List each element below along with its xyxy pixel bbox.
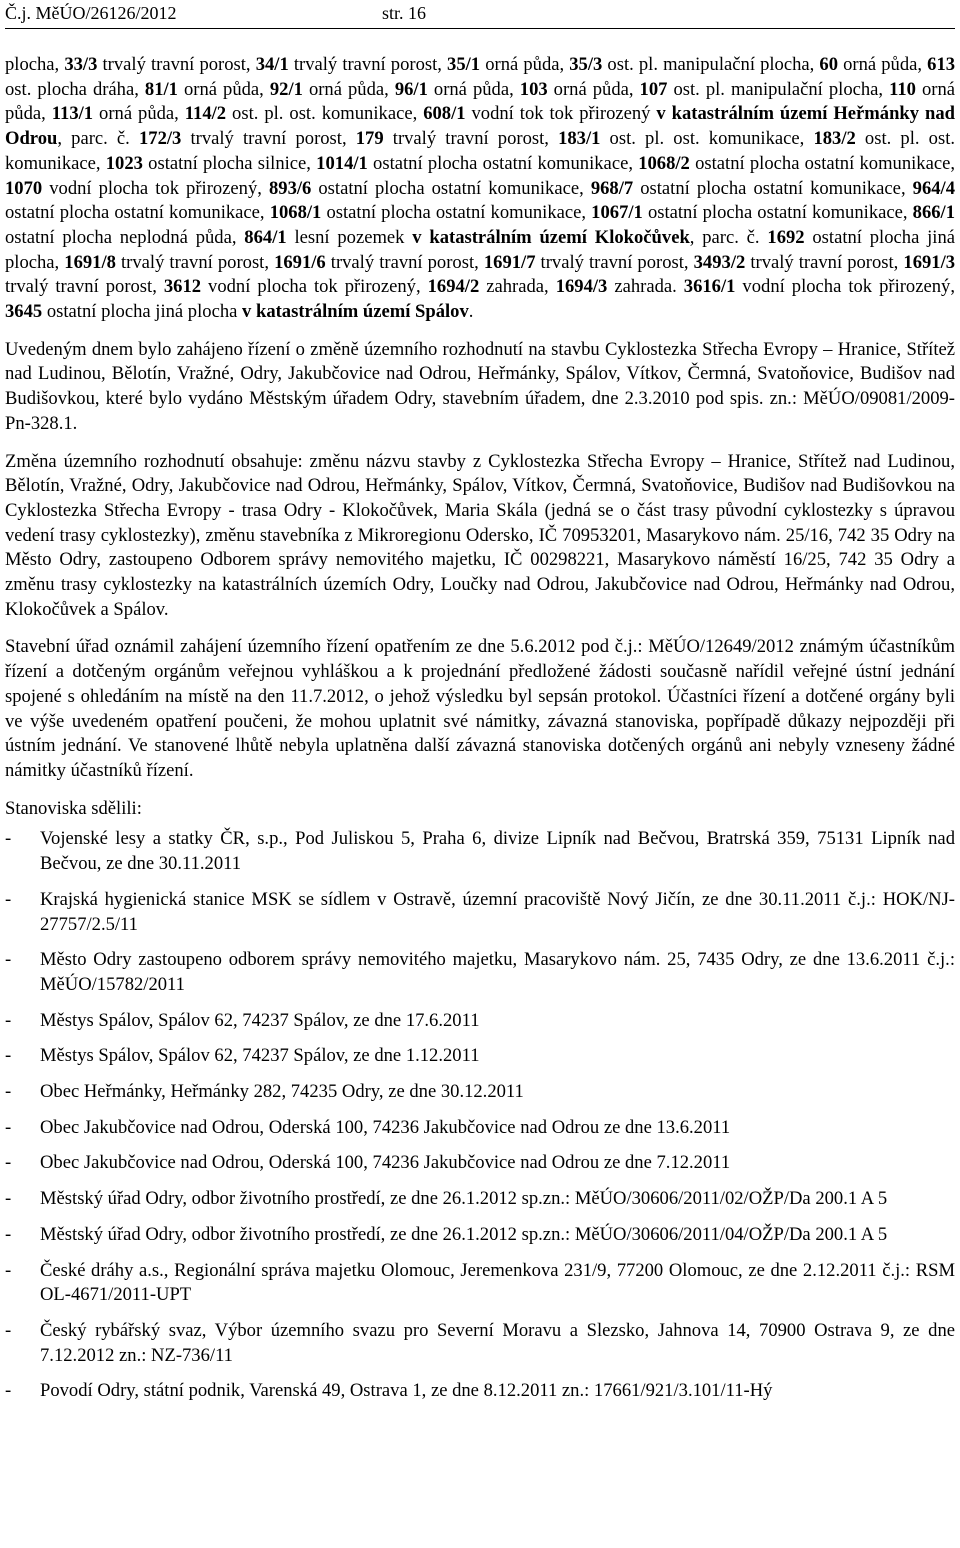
parcel-text: vodní plocha tok přirozený, bbox=[201, 276, 428, 298]
parcel-text: ost. plocha dráha, bbox=[5, 78, 145, 100]
parcel-text: ost. pl. manipulační plocha, bbox=[602, 54, 820, 75]
parcel-text: orná půda, bbox=[427, 78, 520, 100]
parcel-number: 1691/8 bbox=[64, 251, 116, 273]
parcel-text: trvalý travní porost, bbox=[745, 251, 904, 273]
parcel-number: 92/1 bbox=[269, 78, 303, 100]
parcel-number: 3612 bbox=[163, 276, 202, 298]
list-item bbox=[5, 1259, 955, 1308]
parcel-number: 1070 bbox=[5, 177, 43, 199]
parcel-number: 183/2 bbox=[813, 128, 856, 150]
parcel-number: 1014/1 bbox=[316, 152, 368, 174]
parcel-text: ostatní plocha ostatní komunikace, bbox=[367, 152, 639, 174]
list-item-text: Obec Heřmánky, Heřmánky 282, 74235 Odry, ze dne 30.12.2011 bbox=[40, 1081, 524, 1103]
parcel-text: orná půda, bbox=[5, 78, 956, 125]
parcel-text: orná půda, bbox=[177, 78, 270, 100]
list-item bbox=[5, 1116, 955, 1141]
parcel-number: 114/2 bbox=[184, 103, 227, 125]
parcel-number: 893/6 bbox=[268, 177, 312, 199]
parcel-number: 110 bbox=[889, 78, 916, 100]
parcel-list-paragraph bbox=[5, 53, 955, 325]
parcel-text: trvalý travní porost, bbox=[97, 54, 256, 75]
list-bullet: - bbox=[5, 1259, 12, 1281]
parcel-text: orná půda, bbox=[838, 54, 928, 75]
list-item-text: Vojenské lesy a statky ČR, s.p., Pod Juliskou 5, Praha 6, divize Lipník nad Bečvou, Bratrská 359, 75131 Lipník nad Bečvou, ze dne 30.11.2011 bbox=[40, 828, 955, 875]
parcel-text: trvalý travní porost, bbox=[115, 251, 275, 273]
parcel-number: 866/1 bbox=[912, 202, 955, 224]
list-bullet: - bbox=[5, 1009, 12, 1031]
parcel-number: v katastrálním území Heřmánky nad Odrou bbox=[5, 103, 955, 150]
parcel-text: vodní plocha tok přirozený, bbox=[735, 276, 955, 298]
list-item bbox=[5, 1080, 955, 1105]
parcel-text: trvalý travní porost, bbox=[383, 128, 559, 150]
list-item bbox=[5, 827, 955, 876]
list-item bbox=[5, 1379, 955, 1404]
list-item-text: České dráhy a.s., Regionální správa majetku Olomouc, Jeremenkova 231/9, 77200 Olomouc, ze dne 2.12.2011 č.j.: RSM OL-4671/2011-UPT bbox=[40, 1259, 955, 1306]
list-item bbox=[5, 948, 955, 997]
parcel-number: 1692 bbox=[767, 226, 805, 248]
parcel-number: 103 bbox=[519, 78, 548, 100]
list-item bbox=[5, 1044, 955, 1069]
paragraph-notification: Stavební úřad oznámil zahájení územního řízení opatřením ze dne 5.6.2012 pod č.j.: MěÚO/12649/2012 známým účastníkům řízení a dotčeným orgánům veřejnou vyhláškou a k projednání předložené žádosti současně nařídil veřejné ústní jednání spojené s ohledáním na místě na den 11.7.2012, o jehož výsledku byl sepsán protokol. Účastníci řízení a dotčené orgány byli ve výše uvedeném opatření poučeni, že mohou uplatnit své námitky, závazná stanoviska, popřípadě důkazy nejpozději při ústním jednání. Ve stanovené lhůtě nebyla uplatněna další závazná stanoviska dotčených orgánů ani nebyly vzneseny žádné námitky účastníků řízení. bbox=[5, 636, 955, 781]
list-item bbox=[5, 1187, 955, 1212]
parcel-text: ostatní plocha ostatní komunikace, bbox=[321, 202, 592, 224]
parcel-text: ostatní plocha ostatní komunikace, bbox=[311, 177, 591, 199]
parcel-text: , parc. č. bbox=[57, 128, 139, 150]
list-bullet: - bbox=[5, 1188, 12, 1210]
parcel-text: ostatní plocha jiná plocha bbox=[42, 301, 243, 323]
parcel-text: ost. pl. ost. komunikace, bbox=[5, 128, 956, 174]
parcel-number: 1068/2 bbox=[638, 152, 690, 174]
parcel-number: 608/1 bbox=[423, 103, 466, 125]
parcel-text: ostatní plocha jiná plocha, bbox=[5, 226, 955, 273]
parcel-text: ostatní plocha ostatní komunikace, bbox=[5, 202, 270, 224]
list-item-text: Povodí Odry, státní podnik, Varenská 49, Ostrava 1, ze dne 8.12.2011 zn.: 17661/921/3.101/11-Hý bbox=[40, 1380, 773, 1402]
list-item-text: Obec Jakubčovice nad Odrou, Oderská 100, 74236 Jakubčovice nad Odrou ze dne 13.6.2011 bbox=[40, 1116, 731, 1138]
parcel-number: 81/1 bbox=[144, 78, 178, 100]
parcel-number: 34/1 bbox=[255, 54, 289, 75]
parcel-text: orná půda, bbox=[93, 103, 185, 125]
parcel-text: ostatní plocha ostatní komunikace, bbox=[642, 202, 913, 224]
parcel-number: 1691/7 bbox=[483, 251, 536, 273]
list-bullet: - bbox=[5, 888, 12, 910]
list-item bbox=[5, 1009, 955, 1034]
parcel-number: 33/3 bbox=[64, 54, 98, 75]
parcel-number: 864/1 bbox=[244, 226, 287, 248]
parcel-number: 107 bbox=[639, 78, 668, 100]
parcel-text: orná půda, bbox=[302, 78, 395, 100]
list-item-text: Obec Jakubčovice nad Odrou, Oderská 100, 74236 Jakubčovice nad Odrou ze dne 7.12.2011 bbox=[40, 1152, 731, 1174]
list-bullet: - bbox=[5, 1081, 12, 1103]
list-item-text: Městský úřad Odry, odbor životního prostředí, ze dne 26.1.2012 sp.zn.: MěÚO/30606/2011/02/OŽP/Da 200.1 A 5 bbox=[40, 1188, 888, 1210]
parcel-number: 613 bbox=[927, 54, 956, 75]
list-bullet: - bbox=[5, 828, 12, 850]
parcel-number: 35/1 bbox=[447, 54, 481, 75]
parcel-text: trvalý travní porost, bbox=[5, 276, 164, 298]
parcel-text: trvalý travní porost, bbox=[325, 251, 484, 273]
page-header bbox=[5, 2, 955, 26]
parcel-number: 1694/2 bbox=[427, 276, 480, 298]
list-bullet: - bbox=[5, 1319, 12, 1341]
list-item bbox=[5, 1151, 955, 1176]
paragraph-change-description: Změna územního rozhodnutí obsahuje: změnu názvu stavby z Cyklostezka Střecha Evropy – Hranice, Střítež nad Ludinou, Bělotín, Vražné, Odry, Jakubčovice nad Odrou, Heřmánky, Spálov, Vítkov, Čermná, Svatoňovice, Budišov nad Budišovkou na Cyklostezka Střecha Evropy - trasa Odry - Klokočůvek, Maria Skála (jedná se o část trasy původní cyklostezky s úpravou vedení trasy cyklostezky), změnu stavebníka z Mikroregionu Odersko, IČ 70953201, Masarykovo nám. 25/16, 742 35 Odry na Město Odry, zastoupeno Odborem správy nemovitého majetku, IČ 00298221, Masarykovo náměstí 16/25, 742 35 Odry a změnu trasy cyklostezky na katastrálních územích Odry, Loučky nad Odrou, Jakubčovice nad Odrou, Heřmánky nad Odrou, Klokočůvek a Spálov. bbox=[5, 450, 955, 620]
list-item bbox=[5, 1319, 955, 1368]
parcel-text: vodní tok tok přirozený bbox=[465, 103, 657, 125]
parcel-number: v katastrálním území Klokočůvek bbox=[412, 226, 690, 248]
list-bullet: - bbox=[5, 949, 12, 971]
parcel-intro: plocha, bbox=[5, 54, 65, 75]
list-bullet: - bbox=[5, 1045, 12, 1067]
page-number: str. 16 bbox=[382, 3, 427, 23]
parcel-text: ost. pl. ost. komunikace, bbox=[600, 128, 814, 150]
parcel-text: ostatní plocha neplodná půda, bbox=[5, 226, 245, 248]
reference-number: Č.j. MěÚO/26126/2012 bbox=[5, 3, 177, 23]
parcel-number: 179 bbox=[355, 128, 384, 150]
list-bullet: - bbox=[5, 1116, 12, 1138]
parcel-number: 1023 bbox=[105, 152, 143, 174]
paragraph-proceedings-start: Uvedeným dnem bylo zahájeno řízení o změně územního rozhodnutí na stavbu Cyklostezka Střecha Evropy – Hranice, Střítež nad Ludinou, Bělotín, Vražné, Odry, Jakubčovice nad Odrou, Heřmánky, Spálov, Vítkov, Čermná, Svatoňovice, Budišov nad Budišovkou, které bylo vydáno Městským úřadem Odry, stavebním úřadem, dne 2.3.2010 pod spis. zn.: MěÚO/09081/2009-Pn-328.1. bbox=[5, 338, 955, 434]
parcel-text: ost. pl. manipulační plocha, bbox=[667, 78, 890, 100]
parcel-number: 96/1 bbox=[394, 78, 428, 100]
header-divider bbox=[5, 28, 955, 29]
parcel-text: zahrada, bbox=[479, 276, 556, 298]
parcel-number: v katastrálním území Spálov bbox=[242, 301, 469, 323]
parcel-text: orná půda, bbox=[480, 54, 570, 75]
list-item bbox=[5, 888, 955, 937]
parcel-text: trvalý travní porost, bbox=[535, 251, 694, 273]
list-bullet: - bbox=[5, 1152, 12, 1174]
stanoviska-heading: Stanoviska sdělili: bbox=[5, 797, 142, 819]
parcel-number: 964/4 bbox=[912, 177, 955, 199]
parcel-text: . bbox=[468, 301, 474, 323]
list-item-text: Městys Spálov, Spálov 62, 74237 Spálov, ze dne 1.12.2011 bbox=[40, 1045, 480, 1067]
parcel-number: 968/7 bbox=[590, 177, 634, 199]
parcel-text: ostatní plocha ostatní komunikace, bbox=[633, 177, 913, 199]
parcel-text: ostatní plocha silnice, bbox=[142, 152, 317, 174]
list-item-text: Český rybářský svaz, Výbor územního svazu pro Severní Moravu a Slezsko, Jahnova 14, 70900 Ostrava 9, ze dne 7.12.2012 zn.: NZ-736/11 bbox=[40, 1319, 955, 1366]
parcel-number: 1691/6 bbox=[274, 251, 326, 273]
list-item bbox=[5, 1223, 955, 1248]
list-item-text: Městys Spálov, Spálov 62, 74237 Spálov, ze dne 17.6.2011 bbox=[40, 1009, 480, 1031]
parcel-text: , parc. č. bbox=[689, 226, 768, 248]
parcel-number: 1694/3 bbox=[555, 276, 608, 298]
parcel-number: 35/3 bbox=[569, 54, 603, 75]
parcel-number: 172/3 bbox=[138, 128, 182, 150]
parcel-number: 3493/2 bbox=[693, 251, 746, 273]
parcel-text: trvalý travní porost, bbox=[288, 54, 448, 75]
list-bullet: - bbox=[5, 1380, 12, 1402]
parcel-number: 60 bbox=[819, 54, 838, 75]
parcel-text: zahrada. bbox=[607, 276, 684, 298]
list-bullet: - bbox=[5, 1223, 12, 1245]
parcel-text: ostatní plocha ostatní komunikace, bbox=[689, 152, 955, 174]
parcel-text: orná půda, bbox=[547, 78, 640, 100]
stanoviska-list bbox=[5, 827, 955, 1404]
parcel-number: 1068/1 bbox=[269, 202, 322, 224]
parcel-number: 3616/1 bbox=[683, 276, 736, 298]
list-item-text: Krajská hygienická stanice MSK se sídlem v Ostravě, územní pracoviště Nový Jičín, ze dne 30.11.2011 č.j.: HOK/NJ-27757/2.5/11 bbox=[40, 888, 955, 935]
document-body bbox=[5, 53, 955, 1415]
parcel-number: 1067/1 bbox=[591, 202, 643, 224]
parcel-text: vodní plocha tok přirozený, bbox=[42, 177, 269, 199]
parcel-number: 1691/3 bbox=[903, 251, 956, 273]
parcel-number: 183/1 bbox=[558, 128, 601, 150]
parcel-text: lesní pozemek bbox=[286, 226, 413, 248]
parcel-text: trvalý travní porost, bbox=[181, 128, 356, 150]
parcel-text: ost. pl. ost. komunikace, bbox=[226, 103, 424, 125]
list-item-text: Městský úřad Odry, odbor životního prostředí, ze dne 26.1.2012 sp.zn.: MěÚO/30606/2011/04/OŽP/Da 200.1 A 5 bbox=[40, 1223, 888, 1245]
list-item-text: Město Odry zastoupeno odborem správy nemovitého majetku, Masarykovo nám. 25, 7435 Odry, ze dne 13.6.2011 č.j.: MěÚO/15782/2011 bbox=[40, 949, 955, 995]
parcel-number: 113/1 bbox=[51, 103, 94, 125]
parcel-number: 3645 bbox=[5, 301, 43, 323]
